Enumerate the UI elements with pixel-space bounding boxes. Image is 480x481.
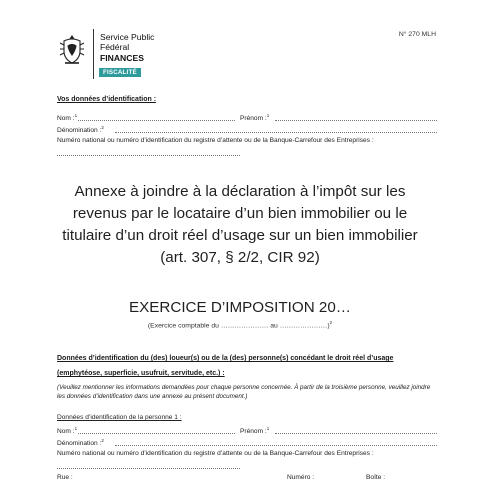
belgian-coat-of-arms-icon [55, 33, 89, 67]
fiscalite-badge: FISCALITÉ [99, 68, 141, 77]
firstname-field[interactable] [275, 119, 437, 121]
lessor-note: (Veuillez mentionner les informations demandées pour chaque personne concernée. À partir de la troisième personne, veuillez joindre les données d’identification dans une annexe au présent document.) [57, 384, 431, 401]
street-label: Rue : [57, 474, 73, 481]
lessor-national-number-label: Numéro national ou numéro d’identification du registre d’attente ou de la Banque-Carrefour des Entreprises : [57, 450, 374, 457]
national-number-label: Numéro national ou numéro d’identification du registre d’attente ou de la Banque-Carrefour des Entreprises : [57, 137, 374, 144]
lessor-section-title-line-2: (emphytéose, superficie, usufruit, servitude, etc.) : [57, 370, 225, 377]
lessor-name-field[interactable] [78, 432, 235, 434]
firstname-label: Prénom :$^1$ [240, 113, 270, 123]
denomination-label: Dénomination :$^2$ [57, 125, 104, 135]
number-label: Numéro : [287, 474, 315, 481]
title-line-3: titulaire d’un droit réel d’usage sur un bien immobilier [62, 227, 418, 244]
title-line-1: Annexe à joindre à la déclaration à l’impôt sur les [74, 183, 406, 200]
exercise-period: (Exercice comptable du ………………… au …………………)$^2$ [147, 320, 333, 330]
period-end-field[interactable]: …………………) [279, 322, 330, 330]
brand-line-1: Service Public [100, 32, 155, 42]
exercise-heading: EXERCICE D’IMPOSITION 20… [129, 299, 351, 316]
form-number: N° 270 MLH [398, 31, 436, 38]
name-field[interactable] [78, 119, 235, 121]
logo-divider [93, 29, 94, 79]
title-line-4: (art. 307, § 2/2, CIR 92) [160, 249, 320, 266]
document-title [40, 181, 440, 269]
lessor-denomination-field[interactable] [115, 444, 437, 446]
lessor-firstname-label: Prénom :$^1$ [240, 426, 270, 436]
box-label: Boîte : [366, 474, 386, 481]
brand-line-3: FINANCES [100, 52, 144, 63]
identification-section-title: Vos données d’identification : [57, 96, 157, 103]
lessor-denomination-label: Dénomination :$^2$ [57, 438, 104, 448]
brand-block [100, 32, 154, 63]
lessor-section-title-line-1: Données d’identification du (des) loueur(s) ou de la (des) personne(s) concédant le droit réel d’usage [57, 355, 394, 362]
lessor-name-label: Nom :$^1$ [57, 426, 78, 436]
lessor-firstname-field[interactable] [275, 432, 437, 434]
name-label: Nom :$^1$ [57, 113, 78, 123]
lessor-national-number-field[interactable] [57, 467, 240, 469]
period-start-field[interactable]: ………………… [220, 322, 269, 330]
title-line-2: revenus par le locataire d’un bien immobilier ou le [72, 205, 408, 222]
national-number-field[interactable] [57, 154, 240, 156]
person1-label: Données d’identification de la personne 1 : [57, 414, 182, 421]
brand-line-2: Fédéral [100, 42, 130, 53]
denomination-field[interactable] [115, 131, 437, 133]
